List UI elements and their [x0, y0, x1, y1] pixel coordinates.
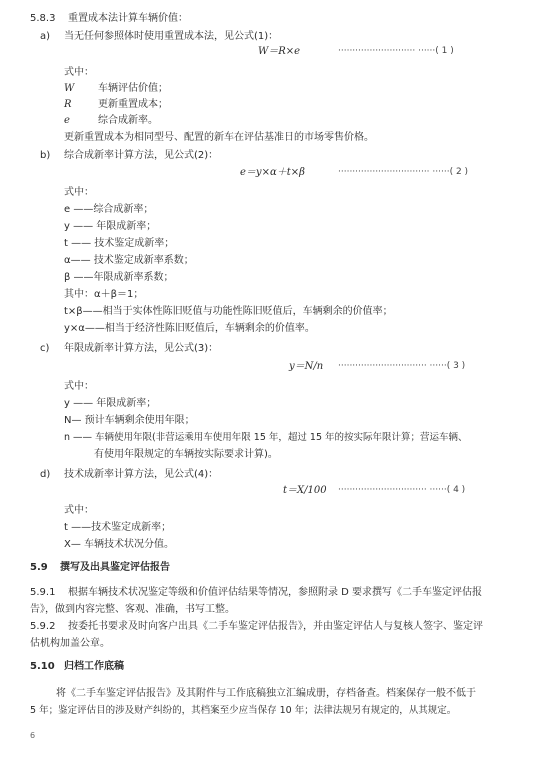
def-c-y: y —— 年限成新率；: [64, 398, 157, 409]
section-5-10-line1: 将《二手车鉴定评估报告》及其附件与工作底稿独立汇编成册，存档备查。档案保存一般不低于: [56, 688, 476, 699]
note-text: 更新重置成本为相同型号、配置的新车在评估基准日的市场零售价格。: [64, 132, 374, 143]
symbol-w-desc: 车辆评估价值；: [98, 83, 168, 94]
clause-number-5-9-2: 5.9.2: [30, 621, 56, 632]
clause-5-9-2-line2: 估机构加盖公章。: [30, 638, 110, 649]
formula-2: e＝y×α＋t×β: [240, 167, 305, 178]
where-label-b: 式中：: [64, 187, 94, 198]
section-number-5-10: 5.10: [30, 661, 55, 672]
formula-2-number: ································ ······( 2 ): [338, 167, 469, 177]
item-text-c: 年限成新率计算方法，见公式(3)：: [64, 343, 219, 354]
item-text-a: 当无任何参照体时使用重置成本法，见公式(1)：: [64, 31, 279, 42]
formula-3-number: ······························· ······( 3 ): [338, 361, 466, 371]
where-label-d: 式中：: [64, 505, 94, 516]
section-title-5-9: 撰写及出具鉴定评估报告: [60, 562, 170, 573]
item-text-b: 综合成新率计算方法，见公式(2)：: [64, 150, 219, 161]
section-5-10-line2: 5 年；鉴定评估目的涉及财产纠纷的，其档案至少应当保存 10 年；法律法规另有规定的，从其规定。: [30, 705, 457, 716]
def-t: t —— 技术鉴定成新率；: [64, 238, 175, 249]
symbol-r-desc: 更新重置成本；: [98, 99, 168, 110]
clause-5-9-1-line1: 根据车辆技术状况鉴定等级和价值评估结果等情况，参照附录 D 要求撰写《二手车鉴定评估报: [68, 587, 483, 598]
formula-4: t＝X/100: [283, 485, 327, 496]
formula-3: y＝N/n: [289, 361, 324, 372]
def-c-n-line1: n —— 车辆使用年限(非营运乘用车使用年限 15 年，超过 15 年的按实际年限计算；营运车辆、: [64, 432, 468, 443]
def-beta: β ——年限成新率系数；: [64, 272, 174, 283]
clause-5-9-2-line1: 按委托书要求及时向客户出具《二手车鉴定评估报告》，并由鉴定评估人与复核人签字、鉴定评: [68, 621, 483, 632]
def-alpha: α—— 技术鉴定成新率系数；: [64, 255, 194, 266]
symbol-e: e: [64, 115, 70, 126]
def-t-beta: t×β——相当于实体性陈旧贬值与功能性陈旧贬值后，车辆剩余的价值率；: [64, 306, 393, 317]
def-y: y —— 年限成新率；: [64, 221, 157, 232]
section-number: 5.8.3: [30, 13, 56, 24]
symbol-r: R: [64, 99, 72, 110]
constraint-text: 其中：α＋β＝1；: [64, 289, 144, 300]
item-label-a: a): [40, 31, 51, 42]
item-label-c: c): [40, 343, 50, 354]
clause-number-5-9-1: 5.9.1: [30, 587, 56, 598]
formula-4-number: ······························· ······( 4 ): [338, 485, 466, 495]
def-d-X: X— 车辆技术状况分值。: [64, 539, 175, 550]
def-y-alpha: y×α——相当于经济性陈旧贬值后，车辆剩余的价值率。: [64, 323, 315, 334]
page-number: 6: [30, 731, 36, 740]
symbol-w: W: [64, 83, 75, 94]
def-e: e ——综合成新率；: [64, 204, 154, 215]
formula-1: W＝R×e: [258, 46, 301, 57]
def-c-n-line2: 有使用年限规定的车辆按实际要求计算)。: [94, 449, 278, 460]
def-d-t: t ——技术鉴定成新率；: [64, 522, 172, 533]
where-label: 式中：: [64, 67, 94, 78]
item-label-b: b): [40, 150, 51, 161]
clause-5-9-1-line2: 告》，做到内容完整、客观、准确，书写工整。: [30, 604, 235, 615]
item-label-d: d): [40, 469, 51, 480]
item-text-d: 技术成新率计算方法，见公式(4)：: [64, 469, 219, 480]
def-c-N: N— 预计车辆剩余使用年限；: [64, 415, 195, 426]
section-title: 重置成本法计算车辆价值：: [68, 13, 188, 24]
symbol-e-desc: 综合成新率。: [98, 115, 158, 126]
section-title-5-10: 归档工作底稿: [64, 661, 124, 672]
section-number-5-9: 5.9: [30, 562, 48, 573]
where-label-c: 式中：: [64, 381, 94, 392]
formula-1-number: ··························· ······( 1 ): [338, 46, 454, 56]
